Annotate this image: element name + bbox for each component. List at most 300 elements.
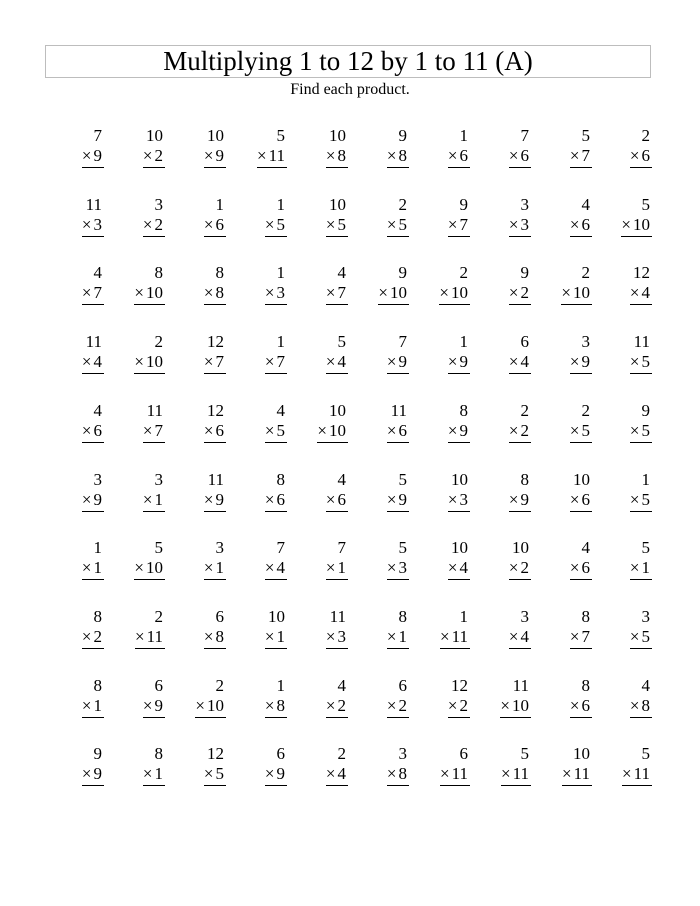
multiplicand: 9	[459, 194, 468, 214]
problem	[471, 401, 531, 443]
multiplier: 5	[641, 626, 650, 646]
multiplier-line	[143, 490, 165, 512]
problem	[349, 195, 409, 237]
problem	[105, 126, 165, 168]
problem	[166, 744, 226, 786]
multiplicand: 4	[337, 675, 346, 695]
multiplier: 2	[398, 695, 407, 715]
problem	[288, 676, 348, 718]
problem	[532, 744, 592, 786]
multiplier: 10	[633, 214, 650, 234]
problem	[592, 744, 652, 786]
multiplier-line	[630, 421, 652, 443]
multiplicand: 1	[93, 538, 102, 558]
multiplicand: 10	[329, 400, 346, 420]
multiplier: 9	[581, 352, 590, 372]
multiplier: 11	[451, 626, 468, 646]
multiply-sign: ×	[264, 489, 275, 509]
multiply-sign: ×	[569, 420, 580, 440]
multiplier: 2	[520, 420, 529, 440]
multiply-sign: ×	[81, 283, 92, 303]
multiplier-line	[509, 490, 531, 512]
multiplier: 9	[459, 352, 468, 372]
problem	[471, 263, 531, 305]
multiply-sign: ×	[81, 214, 92, 234]
multiplier-line	[326, 352, 348, 374]
multiply-sign: ×	[386, 764, 397, 784]
multiplier-line	[500, 696, 531, 718]
multiplicand: 6	[459, 744, 468, 764]
multiplicand: 4	[641, 675, 650, 695]
multiplier-line	[134, 558, 165, 580]
multiplier-line	[134, 352, 165, 374]
multiplier-line	[509, 558, 531, 580]
problem	[44, 263, 104, 305]
multiplier-line	[265, 696, 287, 718]
multiply-sign: ×	[508, 489, 519, 509]
multiplier: 6	[641, 146, 650, 165]
multiply-sign: ×	[81, 489, 92, 509]
problem	[105, 195, 165, 237]
multiplicand: 6	[154, 675, 163, 695]
multiply-sign: ×	[569, 352, 580, 372]
multiply-sign: ×	[439, 283, 449, 303]
multiplier: 6	[581, 558, 590, 578]
multiplier: 5	[641, 352, 650, 372]
multiplicand: 10	[573, 744, 590, 764]
multiplicand: 11	[633, 332, 650, 352]
multiply-sign: ×	[135, 626, 145, 646]
problem	[44, 538, 104, 580]
multiplier: 4	[276, 558, 285, 578]
multiplier-line	[448, 558, 470, 580]
problem	[349, 263, 409, 305]
multiplier-line	[448, 490, 470, 512]
multiplier-line	[204, 627, 226, 649]
multiplier-line	[326, 627, 348, 649]
multiplicand: 6	[276, 744, 285, 764]
multiplier-line	[439, 283, 470, 305]
multiply-sign: ×	[386, 626, 397, 646]
multiply-sign: ×	[569, 626, 580, 646]
multiplier: 8	[337, 146, 346, 165]
multiplier-line	[265, 627, 287, 649]
multiplier-line	[326, 696, 348, 718]
multiply-sign: ×	[629, 558, 640, 578]
multiplier-line	[630, 490, 652, 512]
multiplier: 11	[512, 764, 529, 784]
multiplier-line	[509, 352, 531, 374]
multiplicand: 7	[337, 538, 346, 558]
multiplicand: 2	[581, 263, 590, 283]
multiplier: 2	[93, 626, 102, 646]
problem	[166, 195, 226, 237]
multiplicand: 6	[398, 675, 407, 695]
multiply-sign: ×	[317, 420, 327, 440]
multiplier: 7	[581, 626, 590, 646]
multiplier: 6	[581, 214, 590, 234]
problem	[288, 126, 348, 168]
multiplicand: 4	[337, 263, 346, 283]
multiplier: 5	[641, 489, 650, 509]
multiply-sign: ×	[501, 764, 511, 784]
multiplier: 2	[520, 283, 529, 303]
multiplier-line	[501, 764, 531, 786]
multiplicand: 3	[641, 606, 650, 626]
multiply-sign: ×	[264, 352, 275, 372]
multiplier-line	[326, 283, 348, 305]
multiply-sign: ×	[264, 626, 275, 646]
problem	[44, 126, 104, 168]
multiplicand: 4	[276, 400, 285, 420]
problem	[349, 470, 409, 512]
problem	[44, 332, 104, 374]
problem	[105, 470, 165, 512]
multiply-sign: ×	[142, 146, 153, 165]
multiplier: 4	[337, 764, 346, 784]
multiplier-line	[82, 490, 104, 512]
multiplier: 1	[154, 489, 163, 509]
multiplier: 11	[451, 764, 468, 784]
problem	[105, 538, 165, 580]
problem	[227, 538, 287, 580]
multiply-sign: ×	[142, 420, 153, 440]
multiplicand: 5	[641, 194, 650, 214]
multiplier: 4	[93, 352, 102, 372]
multiplier: 6	[276, 489, 285, 509]
problem	[410, 263, 470, 305]
multiplier-line	[509, 215, 531, 237]
multiplier-line	[448, 146, 470, 168]
multiplicand: 1	[459, 126, 468, 145]
problem	[532, 470, 592, 512]
multiplicand: 8	[154, 744, 163, 764]
multiplier-line	[143, 421, 165, 443]
multiplier: 6	[581, 695, 590, 715]
multiplier: 7	[276, 352, 285, 372]
multiply-sign: ×	[81, 352, 92, 372]
multiplier-line	[448, 696, 470, 718]
multiply-sign: ×	[386, 214, 397, 234]
multiplier: 8	[398, 146, 407, 165]
multiplicand: 8	[581, 675, 590, 695]
multiply-sign: ×	[508, 283, 519, 303]
multiplicand: 5	[581, 126, 590, 145]
problem	[288, 195, 348, 237]
problem	[349, 126, 409, 168]
multiplicand: 12	[207, 400, 224, 420]
multiply-sign: ×	[569, 489, 580, 509]
multiplicand: 8	[93, 675, 102, 695]
multiply-sign: ×	[386, 695, 397, 715]
multiplicand: 3	[154, 469, 163, 489]
multiplier: 7	[93, 283, 102, 303]
multiplicand: 1	[276, 675, 285, 695]
multiplicand: 5	[398, 538, 407, 558]
multiplicand: 10	[146, 126, 163, 145]
multiplier: 6	[459, 146, 468, 165]
multiplicand: 10	[451, 469, 468, 489]
multiplier-line	[265, 352, 287, 374]
multiplicand: 11	[207, 469, 224, 489]
problem	[532, 607, 592, 649]
problem	[592, 470, 652, 512]
multiplier-line	[570, 215, 592, 237]
multiply-sign: ×	[569, 146, 580, 165]
multiplicand: 4	[581, 538, 590, 558]
problem	[592, 195, 652, 237]
problem	[227, 126, 287, 168]
problem	[471, 607, 531, 649]
multiplier: 8	[276, 695, 285, 715]
multiplicand: 2	[641, 126, 650, 145]
problem	[227, 607, 287, 649]
multiplicand: 9	[520, 263, 529, 283]
multiplier-line	[570, 421, 592, 443]
problem	[166, 263, 226, 305]
problem	[166, 332, 226, 374]
problem	[44, 607, 104, 649]
problem	[288, 607, 348, 649]
multiplier-line	[387, 421, 409, 443]
multiplier-line	[387, 490, 409, 512]
multiplicand: 5	[641, 538, 650, 558]
problem	[410, 676, 470, 718]
problem	[592, 538, 652, 580]
multiplicand: 5	[276, 126, 285, 145]
multiplicand: 4	[337, 469, 346, 489]
multiply-sign: ×	[569, 214, 580, 234]
multiplicand: 10	[207, 126, 224, 145]
multiply-sign: ×	[142, 489, 153, 509]
problem	[44, 744, 104, 786]
multiplier: 10	[146, 352, 163, 372]
problem	[471, 470, 531, 512]
multiply-sign: ×	[81, 420, 92, 440]
multiplicand: 1	[459, 332, 468, 352]
multiplicand: 12	[451, 675, 468, 695]
multiply-sign: ×	[264, 764, 275, 784]
multiply-sign: ×	[621, 214, 631, 234]
problem	[166, 470, 226, 512]
multiply-sign: ×	[203, 283, 214, 303]
multiplier: 10	[451, 283, 468, 303]
multiplicand: 3	[398, 744, 407, 764]
multiplier-line	[204, 490, 226, 512]
multiplier-line	[622, 764, 652, 786]
multiply-sign: ×	[386, 558, 397, 578]
multiplicand: 2	[398, 194, 407, 214]
multiplier: 6	[581, 489, 590, 509]
multiplier-line	[387, 764, 409, 786]
multiplier-line	[387, 146, 409, 168]
multiplicand: 2	[459, 263, 468, 283]
multiplier-line	[440, 627, 470, 649]
problem	[410, 332, 470, 374]
multiply-sign: ×	[629, 489, 640, 509]
multiplier: 2	[154, 146, 163, 165]
multiplier: 2	[337, 695, 346, 715]
multiply-sign: ×	[629, 695, 640, 715]
multiply-sign: ×	[508, 214, 519, 234]
multiply-sign: ×	[325, 489, 336, 509]
problem	[410, 538, 470, 580]
multiply-sign: ×	[447, 695, 458, 715]
multiplier-line	[630, 283, 652, 305]
multiplier: 4	[337, 352, 346, 372]
multiplicand: 3	[520, 606, 529, 626]
problem	[532, 263, 592, 305]
multiplier: 5	[641, 420, 650, 440]
multiplier-line	[257, 146, 287, 168]
multiply-sign: ×	[264, 420, 275, 440]
multiplier-line	[378, 283, 409, 305]
multiplicand: 1	[276, 194, 285, 214]
multiplier: 3	[337, 626, 346, 646]
multiplier-line	[630, 146, 652, 168]
problem	[410, 126, 470, 168]
multiplier-line	[204, 352, 226, 374]
problem	[349, 744, 409, 786]
multiplier: 3	[93, 214, 102, 234]
multiplicand: 2	[215, 675, 224, 695]
multiply-sign: ×	[325, 214, 336, 234]
multiplicand: 4	[581, 194, 590, 214]
multiply-sign: ×	[325, 352, 336, 372]
multiplier-line	[570, 627, 592, 649]
multiplicand: 8	[398, 606, 407, 626]
problem	[44, 470, 104, 512]
multiplier-line	[204, 146, 226, 168]
multiplier-line	[134, 283, 165, 305]
multiply-sign: ×	[440, 626, 450, 646]
multiply-sign: ×	[142, 695, 153, 715]
multiply-sign: ×	[386, 420, 397, 440]
multiplier-line	[265, 421, 287, 443]
multiplier: 8	[215, 283, 224, 303]
multiplier: 7	[337, 283, 346, 303]
problem	[288, 263, 348, 305]
multiply-sign: ×	[203, 489, 214, 509]
multiplier: 8	[641, 695, 650, 715]
multiplier: 7	[154, 420, 163, 440]
multiplicand: 5	[520, 744, 529, 764]
multiplier-line	[387, 696, 409, 718]
problem	[592, 607, 652, 649]
multiply-sign: ×	[325, 558, 336, 578]
multiply-sign: ×	[134, 283, 144, 303]
multiplier-line	[82, 215, 104, 237]
multiply-sign: ×	[264, 558, 275, 578]
multiplier-line	[265, 283, 287, 305]
problem	[227, 744, 287, 786]
problem	[471, 676, 531, 718]
multiplier-line	[440, 764, 470, 786]
multiply-sign: ×	[447, 558, 458, 578]
multiplicand: 8	[581, 606, 590, 626]
multiply-sign: ×	[629, 283, 640, 303]
multiply-sign: ×	[325, 146, 336, 165]
multiply-sign: ×	[508, 420, 519, 440]
multiplier: 1	[154, 764, 163, 784]
multiplier-line	[561, 283, 592, 305]
multiplier: 3	[459, 489, 468, 509]
multiplier-line	[143, 696, 165, 718]
multiplier: 6	[215, 214, 224, 234]
multiply-sign: ×	[508, 352, 519, 372]
multiplier-line	[621, 215, 652, 237]
multiplier: 5	[337, 214, 346, 234]
multiply-sign: ×	[325, 764, 336, 784]
multiplier: 5	[581, 420, 590, 440]
problem	[471, 195, 531, 237]
multiplicand: 2	[337, 744, 346, 764]
multiplier: 10	[146, 283, 163, 303]
problem	[349, 538, 409, 580]
multiplier: 4	[641, 283, 650, 303]
multiplier: 7	[215, 352, 224, 372]
multiplier: 10	[146, 558, 163, 578]
multiply-sign: ×	[508, 558, 519, 578]
multiply-sign: ×	[378, 283, 388, 303]
multiplier-line	[82, 146, 104, 168]
multiplier: 7	[459, 214, 468, 234]
problem	[349, 401, 409, 443]
multiplier: 4	[520, 352, 529, 372]
multiply-sign: ×	[142, 214, 153, 234]
multiply-sign: ×	[203, 764, 214, 784]
multiplicand: 8	[459, 400, 468, 420]
multiplier-line	[630, 627, 652, 649]
multiply-sign: ×	[203, 214, 214, 234]
problem	[288, 538, 348, 580]
problem	[592, 676, 652, 718]
multiplier: 1	[215, 558, 224, 578]
problem	[227, 401, 287, 443]
multiplicand: 1	[641, 469, 650, 489]
problem	[288, 744, 348, 786]
multiplier: 1	[93, 558, 102, 578]
multiplicand: 1	[215, 194, 224, 214]
multiplier-line	[448, 421, 470, 443]
multiply-sign: ×	[629, 420, 640, 440]
problem	[471, 126, 531, 168]
multiplier: 6	[337, 489, 346, 509]
multiplicand: 10	[268, 606, 285, 626]
multiplicand: 7	[93, 126, 102, 145]
multiply-sign: ×	[325, 626, 336, 646]
problem	[166, 676, 226, 718]
multiplicand: 5	[641, 744, 650, 764]
multiplier-line	[570, 558, 592, 580]
multiplier: 9	[93, 489, 102, 509]
problem	[44, 676, 104, 718]
multiplicand: 10	[512, 538, 529, 558]
multiplier: 3	[276, 283, 285, 303]
multiplier: 1	[398, 626, 407, 646]
multiplier: 9	[93, 146, 102, 165]
problem	[410, 195, 470, 237]
multiplicand: 7	[520, 126, 529, 145]
multiply-sign: ×	[569, 558, 580, 578]
multiply-sign: ×	[203, 558, 214, 578]
multiplier-line	[630, 352, 652, 374]
problem	[471, 538, 531, 580]
problem	[410, 607, 470, 649]
problem	[592, 401, 652, 443]
multiplier-line	[82, 696, 104, 718]
multiplier: 9	[215, 489, 224, 509]
